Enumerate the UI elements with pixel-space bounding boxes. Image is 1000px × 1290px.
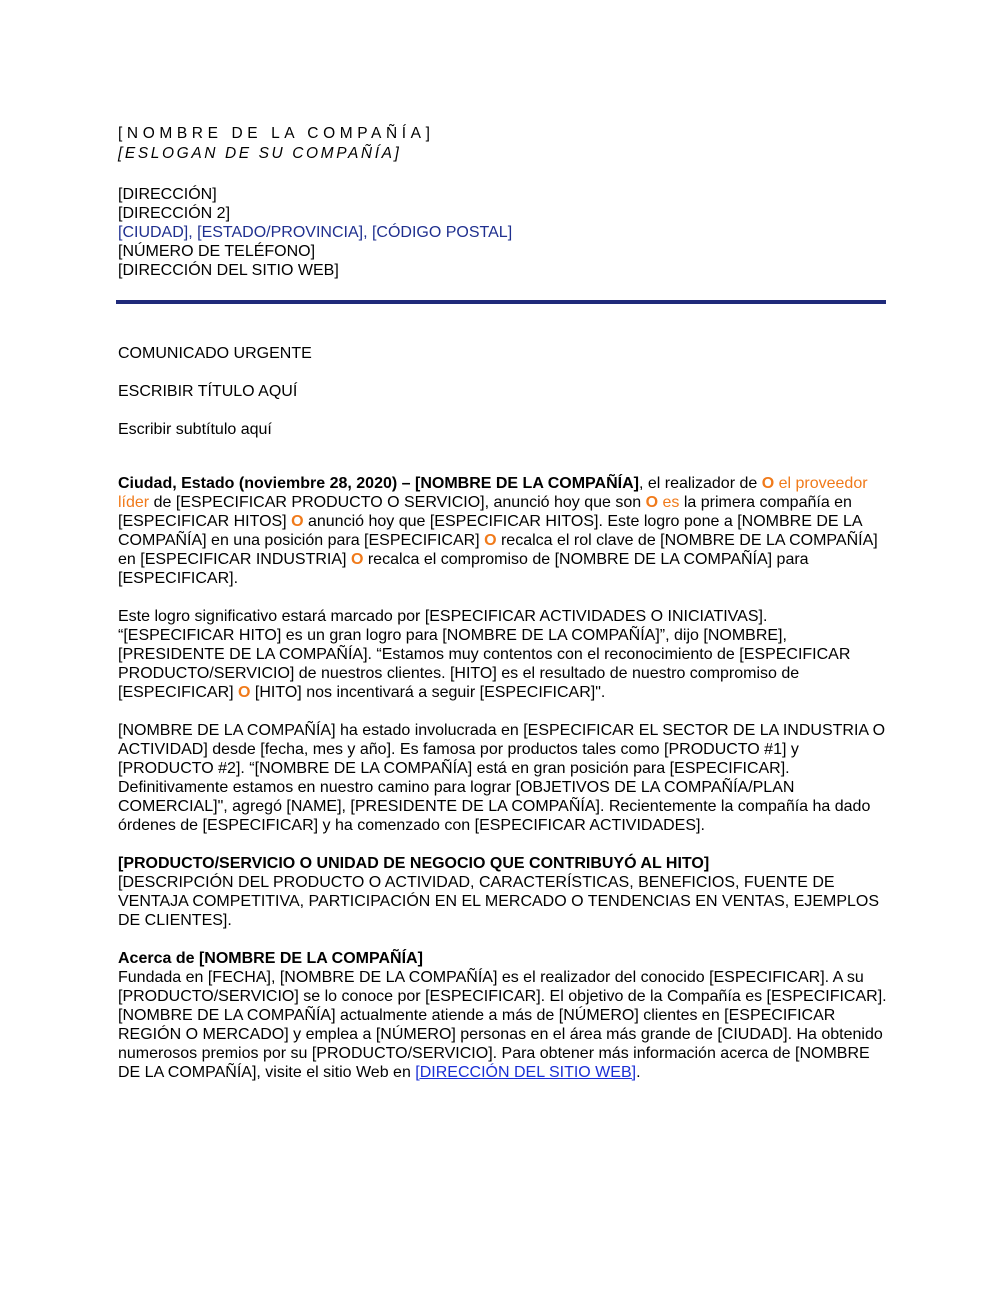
release-body xyxy=(118,474,888,1101)
release-title: ESCRIBIR TÍTULO AQUÍ xyxy=(118,383,298,400)
option-marker: O xyxy=(291,513,304,530)
company-slogan: [ESLOGAN DE SU COMPAÑÍA] xyxy=(118,145,402,162)
dateline: Ciudad, Estado (noviembre 28, 2020) – [NOMBRE DE LA COMPAÑÍA] xyxy=(118,475,639,492)
option-marker: O xyxy=(350,551,364,568)
option-marker: O xyxy=(645,494,659,511)
paragraph-about: Acerca de [NOMBRE DE LA COMPAÑÍA] Fundada en [FECHA], [NOMBRE DE LA COMPAÑÍA] es el realizador del conocido [ESPECIFICAR]. A su [PRODUCTO/SERVICIO] se lo conoce por [ESPECIFICAR]. El objetivo de la Compañía es [ESPECIFICAR]. [NOMBRE DE LA COMPAÑÍA] actualmente atiende a más de [NÚMERO] clientes en [ESPECIFICAR REGIÓN O MERCADO] y emplea a [NÚMERO] personas en el área más grande de [CIUDAD]. Ha obtenido numerosos premios por su [PRODUCTO/SERVICIO]. Para obtener más información acerca de [NOMBRE DE LA COMPAÑÍA], visite el sitio Web en [DIRECCIÓN DEL SITIO WEB]. xyxy=(118,950,887,1081)
alt-text: el proveedor líder xyxy=(118,475,868,511)
paragraph-product xyxy=(118,854,888,930)
paragraph-milestone: Este logro significativo estará marcado por [ESPECIFICAR ACTIVIDADES O INICIATIVAS]. “[ESPECIFICAR HITO] es un gran logro para [NOMBRE DE LA COMPAÑÍA]”, dijo [NOMBRE], [PRESIDENTE DE LA COMPAÑÍA]. “Estamos muy contentos con el reconocimiento de [ESPECIFICAR PRODUCTO/SERVICIO] de nuestros clientes. [HITO] es el resultado de nuestro compromiso de [ESPECIFICAR] O [HITO] nos incentivará a seguir [ESPECIFICAR]". xyxy=(118,608,851,701)
website-link[interactable]: [DIRECCIÓN DEL SITIO WEB] xyxy=(415,1064,637,1081)
product-description: [DESCRIPCIÓN DEL PRODUCTO O ACTIVIDAD, CARACTERÍSTICAS, BENEFICIOS, FUENTE DE VENTAJA COMPETITIVA, PARTICIPACIÓN EN EL MERCADO O TENDENCIAS EN VENTAS, EJEMPLOS DE CLIENTES]. xyxy=(118,874,880,929)
header-divider xyxy=(116,300,886,304)
option-marker: O xyxy=(761,475,775,492)
letterhead xyxy=(118,124,888,280)
about-text: Fundada en [FECHA], [NOMBRE DE LA COMPAÑÍA] es el realizador del conocido [ESPECIFICAR]. A su [PRODUCTO/SERVICIO] se lo conoce por [ESPECIFICAR]. El objetivo de la Compañía es [ESPECIFICAR]. [NOMBRE DE LA COMPAÑÍA] actualmente atiende a más de [NÚMERO] clientes en [ESPECIFICAR REGIÓN O MERCADO] y emplea a [NÚMERO] personas en el área más grande de [CIUDAD]. Ha obtenido numerosos premios por su [PRODUCTO/SERVICIO]. Para obtener más información acerca de [NOMBRE DE LA COMPAÑÍA], visite el sitio Web en xyxy=(118,969,887,1081)
address-line-1: [DIRECCIÓN] xyxy=(118,186,217,203)
company-name: [NOMBRE DE LA COMPAÑÍA] xyxy=(118,125,435,142)
product-heading: [PRODUCTO/SERVICIO O UNIDAD DE NEGOCIO QUE CONTRIBUYÓ AL HITO] xyxy=(118,855,710,872)
address-city-line: [CIUDAD], [ESTADO/PROVINCIA], [CÓDIGO POSTAL] xyxy=(118,224,513,241)
about-heading: Acerca de [NOMBRE DE LA COMPAÑÍA] xyxy=(118,950,423,967)
option-marker: O xyxy=(238,684,251,701)
paragraph-company-history: [NOMBRE DE LA COMPAÑÍA] ha estado involucrada en [ESPECIFICAR EL SECTOR DE LA INDUSTRIA O ACTIVIDAD] desde [fecha, mes y año]. Es famosa por productos tales como [PRODUCTO #1] y [PRODUCTO #2]. “[NOMBRE DE LA COMPAÑÍA] está en gran posición para [ESPECIFICAR]. Definitivamente estamos en nuestro camino para lograr [OBJETIVOS DE LA COMPAÑÍA/PLAN COMERCIAL]", agregó [NAME], [PRESIDENTE DE LA COMPAÑÍA]. Recientemente la compañía ha dado órdenes de [ESPECIFICAR] y ha comenzado con [ESPECIFICAR ACTIVIDADES]. xyxy=(118,722,886,834)
option-marker: O xyxy=(484,532,497,549)
release-label: COMUNICADO URGENTE xyxy=(118,345,312,362)
address-block xyxy=(118,185,888,280)
paragraph-intro: Ciudad, Estado (noviembre 28, 2020) – [NOMBRE DE LA COMPAÑÍA], el realizador de O el proveedor líder de [ESPECIFICAR PRODUCTO O SERVICIO], anunció hoy que son O es la primera compañía en [ESPECIFICAR HITOS] O anunció hoy que [ESPECIFICAR HITOS]. Este logro pone a [NOMBRE DE LA COMPAÑÍA] en una posición para [ESPECIFICAR] O recalca el rol clave de [NOMBRE DE LA COMPAÑÍA] en [ESPECIFICAR INDUSTRIA] O recalca el compromiso de [NOMBRE DE LA COMPAÑÍA] para [ESPECIFICAR]. xyxy=(118,475,878,587)
alt-text: es xyxy=(658,494,680,511)
release-subtitle: Escribir subtítulo aquí xyxy=(118,421,272,438)
address-line-2: [DIRECCIÓN 2] xyxy=(118,205,231,222)
address-website: [DIRECCIÓN DEL SITIO WEB] xyxy=(118,262,339,279)
address-phone: [NÚMERO DE TELÉFONO] xyxy=(118,243,316,260)
